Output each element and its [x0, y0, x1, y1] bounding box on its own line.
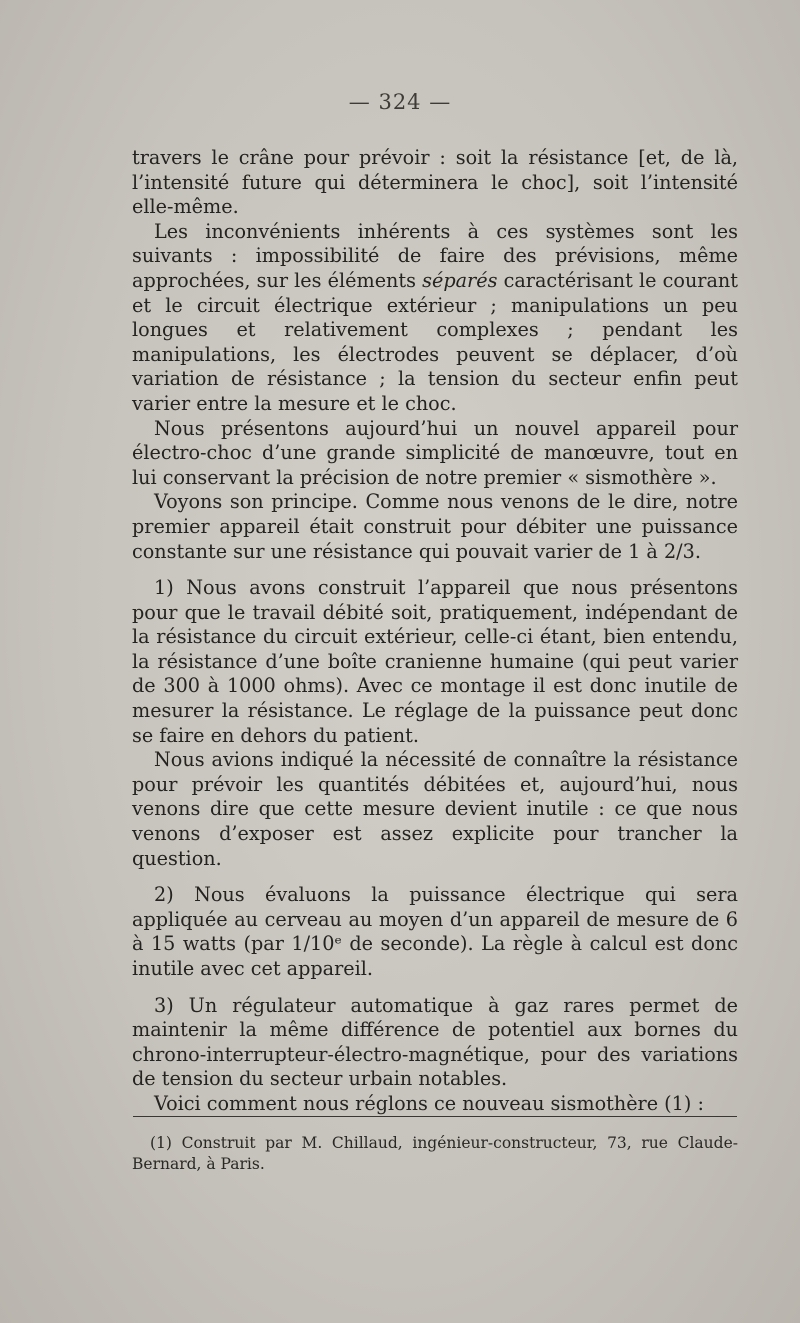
paragraph-2: Les inconvénients inhérents à ces systèmes sont les suivants : impossibilité de faire des prévisions, même approchées, sur les éléments séparés caractérisant le courant et le circuit électrique extérieur ; manipulations un peu longues et relativement complexes ; pendant les manipulations, les électrodes peuvent se déplacer, d’où variation de résistance ; la tension du secteur enfin peut varier entre la mesure et le choc.: [132, 219, 738, 415]
paragraph-7: 2) Nous évaluons la puissance électrique qui sera appliquée au cerveau au moyen d’un appareil de mesure de 6 à 15 watts (par 1/10ᵉ de seconde). La règle à calcul est donc inutile avec cet appareil.: [132, 883, 738, 980]
page-number: — 324 —: [348, 90, 452, 114]
paragraph-6: Nous avions indiqué la nécessité de connaître la résistance pour prévoir les quantités débitées et, aujourd’hui, nous venons dire que cette mesure devient inutile : ce que nous venons d’exposer est assez explicite pour trancher la question.: [132, 748, 738, 870]
paragraph-1: travers le crâne pour prévoir : soit la résistance [et, de là, l’intensité future qui déterminera le choc], soit l’intensité elle-même.: [132, 146, 738, 219]
paragraph-9: Voici comment nous réglons ce nouveau sismothère (1) :: [154, 1091, 704, 1115]
paragraph-5: 1) Nous avons construit l’appareil que nous présentons pour que le travail débité soit, pratiquement, indépendant de la résistance du circuit extérieur, celle-ci étant, bien entendu, la résistance d’une boîte cranienne humaine (qui peut varier de 300 à 1000 ohms). Avec ce montage il est donc inutile de mesurer la résistance. Le réglage de la puissance peut donc se faire en dehors du patient.: [132, 576, 738, 747]
footnote: (1) Construit par M. Chillaud, ingénieur-constructeur, 73, rue Claude-Bernard, à Paris.: [132, 1134, 738, 1173]
body-text: [132, 146, 738, 1117]
paragraph-4: Voyons son principe. Comme nous venons de le dire, notre premier appareil était construit pour débiter une puissance constante sur une résistance qui pouvait varier de 1 à 2/3.: [132, 490, 738, 563]
footnote-divider: [133, 1116, 737, 1117]
emphasis-separes: séparés: [422, 268, 498, 292]
paragraph-3: Nous présentons aujourd’hui un nouvel appareil pour électro-choc d’une grande simplicité de manœuvre, tout en lui conservant la précision de notre premier « sismothère ».: [132, 416, 738, 489]
paragraph-8: 3) Un régulateur automatique à gaz rares permet de maintenir la même différence de potentiel aux bornes du chrono-interrupteur-électro-magnétique, pour des variations de tension du secteur urbain notables.: [132, 993, 738, 1091]
